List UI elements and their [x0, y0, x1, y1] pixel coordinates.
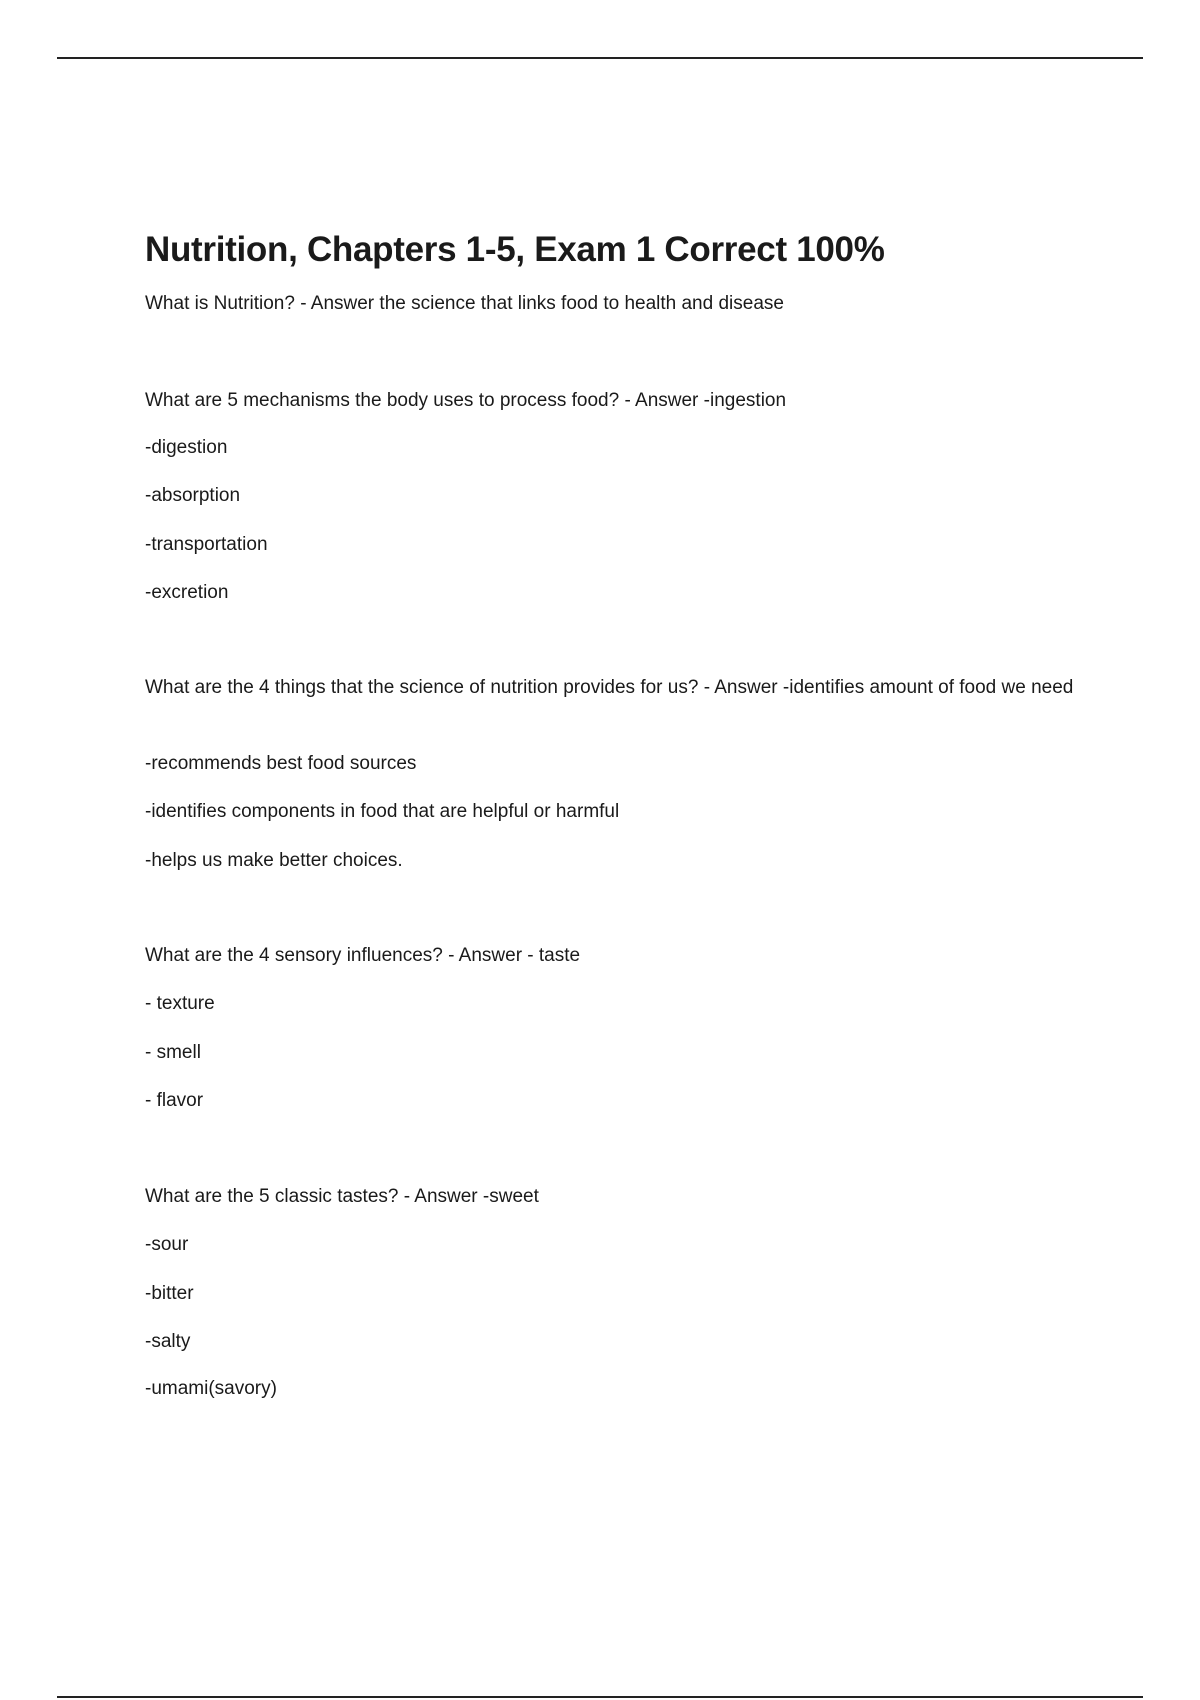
answer-item: - smell — [145, 1042, 201, 1063]
qa-nutrition-provides: What are the 4 things that the science of nutrition provides for us? - Answer -identifies amount of food we need — [145, 677, 1074, 698]
answer-item: - flavor — [145, 1090, 204, 1111]
header-rule — [57, 57, 1143, 59]
answer-item: -salty — [145, 1331, 191, 1352]
document-title: Nutrition, Chapters 1-5, Exam 1 Correct 100% — [145, 230, 885, 269]
qa-nutrition-definition: What is Nutrition? - Answer the science that links food to health and disease — [145, 293, 784, 314]
answer-item: -transportation — [145, 534, 268, 555]
answer-item: - texture — [145, 993, 215, 1014]
qa-classic-tastes: What are the 5 classic tastes? - Answer -sweet — [145, 1186, 539, 1207]
footer-rule — [57, 1696, 1143, 1698]
answer-item: -sour — [145, 1234, 189, 1255]
answer-item: -recommends best food sources — [145, 753, 417, 774]
answer-item: -digestion — [145, 437, 228, 458]
answer-item: -identifies components in food that are helpful or harmful — [145, 801, 620, 822]
answer-item: -umami(savory) — [145, 1378, 277, 1399]
qa-body-mechanisms: What are 5 mechanisms the body uses to process food? - Answer -ingestion — [145, 390, 787, 411]
answer-item: -helps us make better choices. — [145, 850, 403, 871]
answer-item: -bitter — [145, 1283, 194, 1304]
qa-sensory-influences: What are the 4 sensory influences? - Answer - taste — [145, 945, 581, 966]
answer-item: -excretion — [145, 582, 229, 603]
answer-item: -absorption — [145, 485, 241, 506]
